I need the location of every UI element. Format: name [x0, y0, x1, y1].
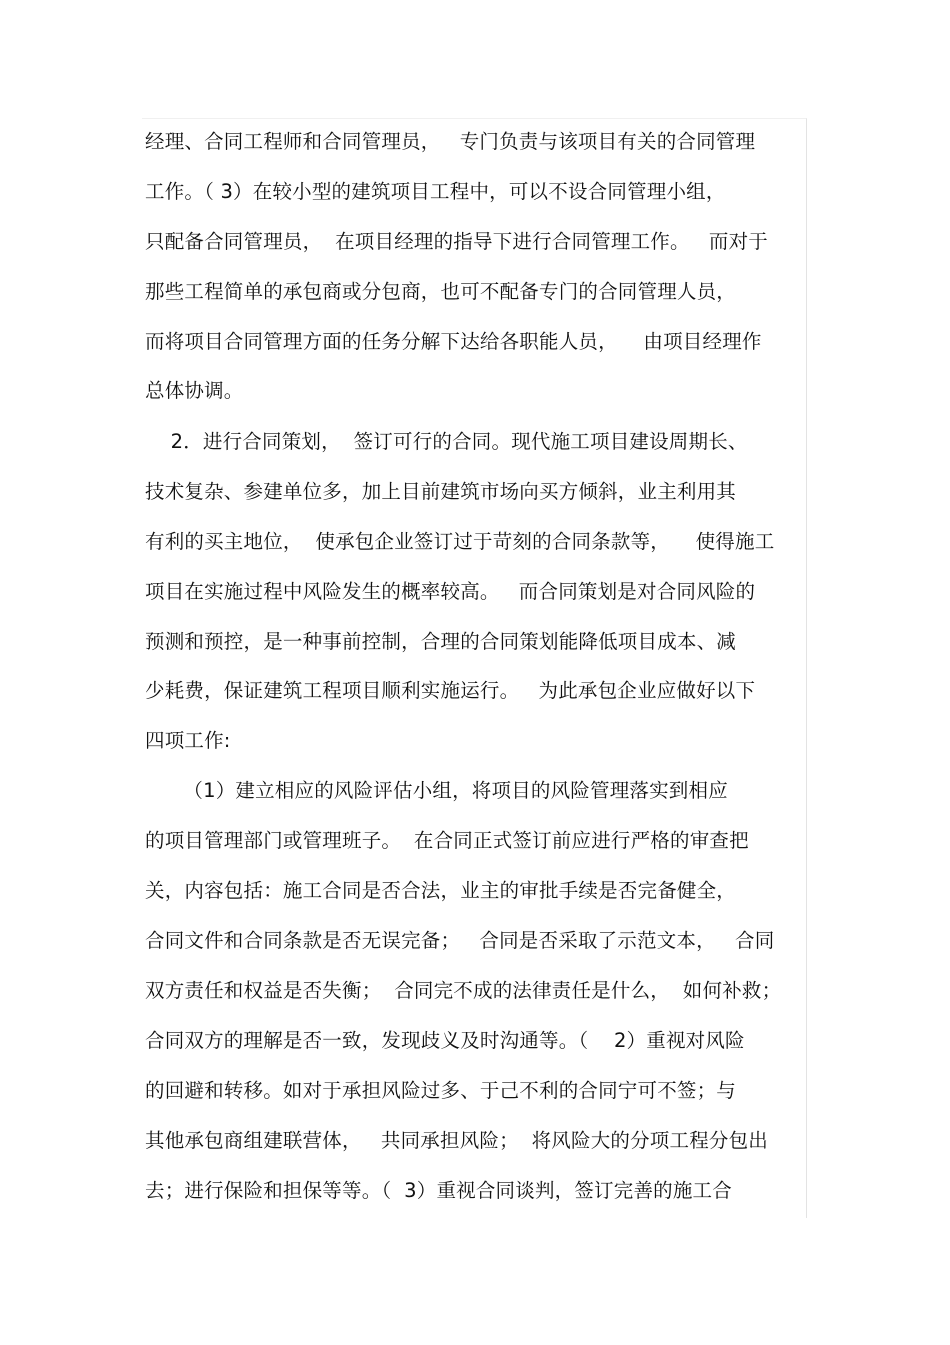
text-line: 总体协调。 [145, 379, 244, 402]
text-line: 项目在实施过程中风险发生的概率较高。 而合同策划是对合同风险的 [145, 580, 756, 603]
text-line: 2．进行合同策划， 签订可行的合同。现代施工项目建设周期长、 [145, 430, 748, 453]
text-line: 经理、合同工程师和合同管理员， 专门负责与该项目有关的合同管理 [145, 130, 756, 153]
text-line: 预测和预控，是一种事前控制，合理的合同策划能降低项目成本、减 [145, 630, 737, 653]
text-line: 的回避和转移。如对于承担风险过多、于己不利的合同宁可不签；与 [145, 1079, 737, 1102]
text-line: 合同双方的理解是否一致，发现歧义及时沟通等。（ 2）重视对风险 [145, 1029, 745, 1052]
text-line: 工作。（ 3）在较小型的建筑项目工程中，可以不设合同管理小组， [145, 180, 726, 203]
text-line: 去；进行保险和担保等等。（ 3）重视合同谈判，签订完善的施工合 [145, 1179, 732, 1202]
text-line: 的项目管理部门或管理班子。 在合同正式签订前应进行严格的审查把 [145, 829, 749, 852]
text-line: 只配备合同管理员， 在项目经理的指导下进行合同管理工作。 而对于 [145, 230, 768, 253]
text-line: 其他承包商组建联营体， 共同承担风险； 将风险大的分项工程分包出 [145, 1129, 768, 1152]
text-line: （1）建立相应的风险评估小组，将项目的风险管理落实到相应 [145, 779, 728, 802]
text-line: 合同文件和合同条款是否无误完备； 合同是否采取了示范文本， 合同 [145, 929, 775, 952]
text-line: 技术复杂、参建单位多，加上目前建筑市场向买方倾斜，业主利用其 [145, 480, 737, 503]
text-line: 双方责任和权益是否失衡； 合同完不成的法律责任是什么， 如何补救； [145, 979, 782, 1002]
text-line: 那些工程简单的承包商或分包商，也可不配备专门的合同管理人员， [145, 280, 737, 303]
text-line: 四项工作: [145, 729, 231, 752]
text-line: 少耗费，保证建筑工程项目顺利实施运行。 为此承包企业应做好以下 [145, 679, 756, 702]
text-line: 关，内容包括：施工合同是否合法，业主的审批手续是否完备健全， [145, 879, 737, 902]
text-line: 有利的买主地位， 使承包企业签订过于苛刻的合同条款等， 使得施工 [145, 530, 775, 553]
text-line: 而将项目合同管理方面的任务分解下达给各职能人员， 由项目经理作 [145, 330, 762, 353]
